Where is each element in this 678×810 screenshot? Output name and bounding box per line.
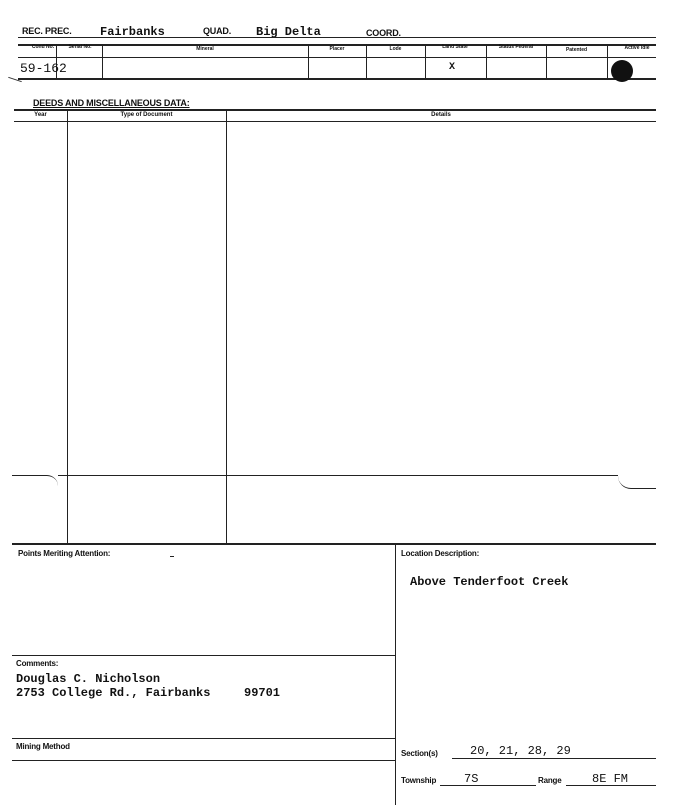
col-status-federal: Status Federal [498, 44, 534, 50]
mining-method-label: Mining Method [16, 742, 70, 751]
deeds-top-rule [14, 109, 656, 111]
col-serial-no: Serial No. [68, 44, 92, 50]
comments-top-rule [12, 655, 395, 656]
fold-curve-left [12, 475, 58, 486]
deeds-col-details: Details [431, 112, 451, 118]
col-patented: Patented [565, 47, 588, 53]
lower-center-divider [395, 543, 396, 805]
land-state-mark: X [449, 62, 456, 73]
section-label: Section(s) [401, 749, 438, 758]
col-cond-no: Cond No. [31, 44, 55, 50]
coord-label: COORD. [366, 28, 401, 38]
deeds-col-year: Year [34, 112, 47, 118]
location-label: Location Description: [401, 549, 480, 558]
section-underline [452, 758, 656, 759]
township-value: 7S [464, 772, 479, 786]
header-underline [18, 37, 656, 38]
deeds-col-type: Type of Document [120, 112, 173, 118]
col-divider-5 [425, 44, 426, 78]
township-underline [440, 785, 536, 786]
range-label: Range [538, 776, 562, 785]
range-value: 8E FM [592, 772, 629, 786]
deeds-divider-year [67, 110, 68, 543]
comments-zip: 99701 [244, 686, 281, 700]
col-land-state: Land State [442, 44, 468, 50]
range-underline [566, 785, 656, 786]
col-active-idle: Active Idle [624, 45, 650, 51]
deeds-header-rule [14, 121, 656, 122]
col-placer: Placer [329, 46, 345, 52]
col-divider-6 [486, 44, 487, 78]
rec-prec-value: Fairbanks [100, 25, 165, 39]
lower-top-rule [12, 543, 656, 545]
township-label: Township [401, 776, 437, 785]
fold-line [58, 475, 618, 476]
comments-label: Comments: [16, 659, 59, 668]
deeds-divider-type [226, 110, 227, 543]
mining-method-top-rule [12, 738, 395, 739]
comments-line-2: 2753 College Rd., Fairbanks [16, 686, 211, 700]
points-dash [170, 556, 174, 557]
rec-prec-label: REC. PREC. [22, 26, 72, 36]
points-label: Points Meriting Attention: [18, 549, 111, 558]
active-idle-dot [611, 60, 633, 82]
section-value: 20, 21, 28, 29 [470, 744, 571, 758]
col-divider-8 [607, 44, 608, 78]
deeds-title: DEEDS AND MISCELLANEOUS DATA: [33, 98, 190, 108]
fold-curve-right [618, 476, 656, 489]
comments-line-1: Douglas C. Nicholson [16, 672, 161, 686]
record-row-bottom-rule [18, 78, 656, 80]
mining-method-bottom-rule [12, 760, 395, 761]
record-cond-no: 59-162 [20, 61, 67, 76]
location-value: Above Tenderfoot Creek [410, 575, 569, 589]
quad-label: QUAD. [203, 26, 231, 36]
col-lode: Lode [389, 46, 402, 52]
column-header-bottom-rule [18, 57, 656, 58]
quad-value: Big Delta [256, 25, 321, 39]
col-mineral: Mineral [196, 46, 214, 52]
